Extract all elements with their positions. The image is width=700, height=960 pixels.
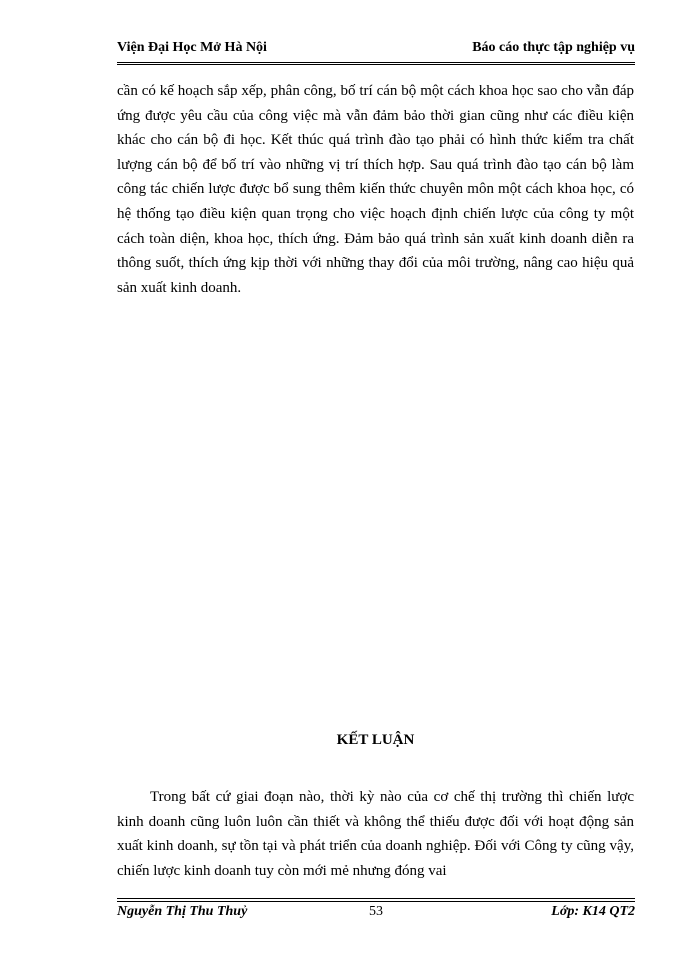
- footer-author: Nguyễn Thị Thu Thuỷ: [117, 904, 248, 919]
- page-number: 53: [369, 904, 383, 919]
- body-paragraph-2: Trong bất cứ giai đoạn nào, thời kỳ nào của cơ chế thị trường thì chiến lược kinh doanh cũng luôn luôn cần thiết và không thể thiếu được đối với hoạt động sản xuất kinh doanh, sự tồn tại và phát triển của doanh nghiệp. Đối với Công ty cũng vậy, chiến lược kinh doanh tuy còn mới mẻ nhưng đóng vai: [117, 789, 634, 879]
- header-institution: Viện Đại Học Mở Hà Nội: [117, 40, 267, 55]
- section-heading: KẾT LUẬN: [336, 732, 415, 748]
- header-divider: [117, 62, 635, 63]
- header-report-title: Báo cáo thực tập nghiệp vụ: [472, 40, 635, 55]
- header-divider-double: [117, 64, 635, 65]
- page-header: [117, 38, 635, 62]
- body-paragraph-1: cần có kế hoạch sắp xếp, phân công, bố trí cán bộ một cách khoa học sao cho vẫn đáp ứng được yêu cầu của công việc mà vẫn đảm bảo thời gian cũng như các điều kiện khác cho cán bộ đi học. Kết thúc quá trình đào tạo phải có hình thức kiểm tra chất lượng cán bộ để bố trí vào những vị trí thích hợp. Sau quá trình đào tạo cán bộ làm công tác chiến lược được bổ sung thêm kiến thức chuyên môn một cách khoa học, có hệ thống tạo điều kiện quan trọng cho việc hoạch định chiến lược của công ty một cách toàn diện, khoa học, thích ứng. Đảm bảo quá trình sản xuất kinh doanh diễn ra thông suốt, thích ứng kịp thời với những thay đổi của môi trường, nâng cao hiệu quả sản xuất kinh doanh.: [117, 83, 634, 296]
- page-footer: [117, 902, 635, 924]
- footer-class: Lớp: K14 QT2: [551, 904, 635, 919]
- footer-divider: [117, 898, 635, 899]
